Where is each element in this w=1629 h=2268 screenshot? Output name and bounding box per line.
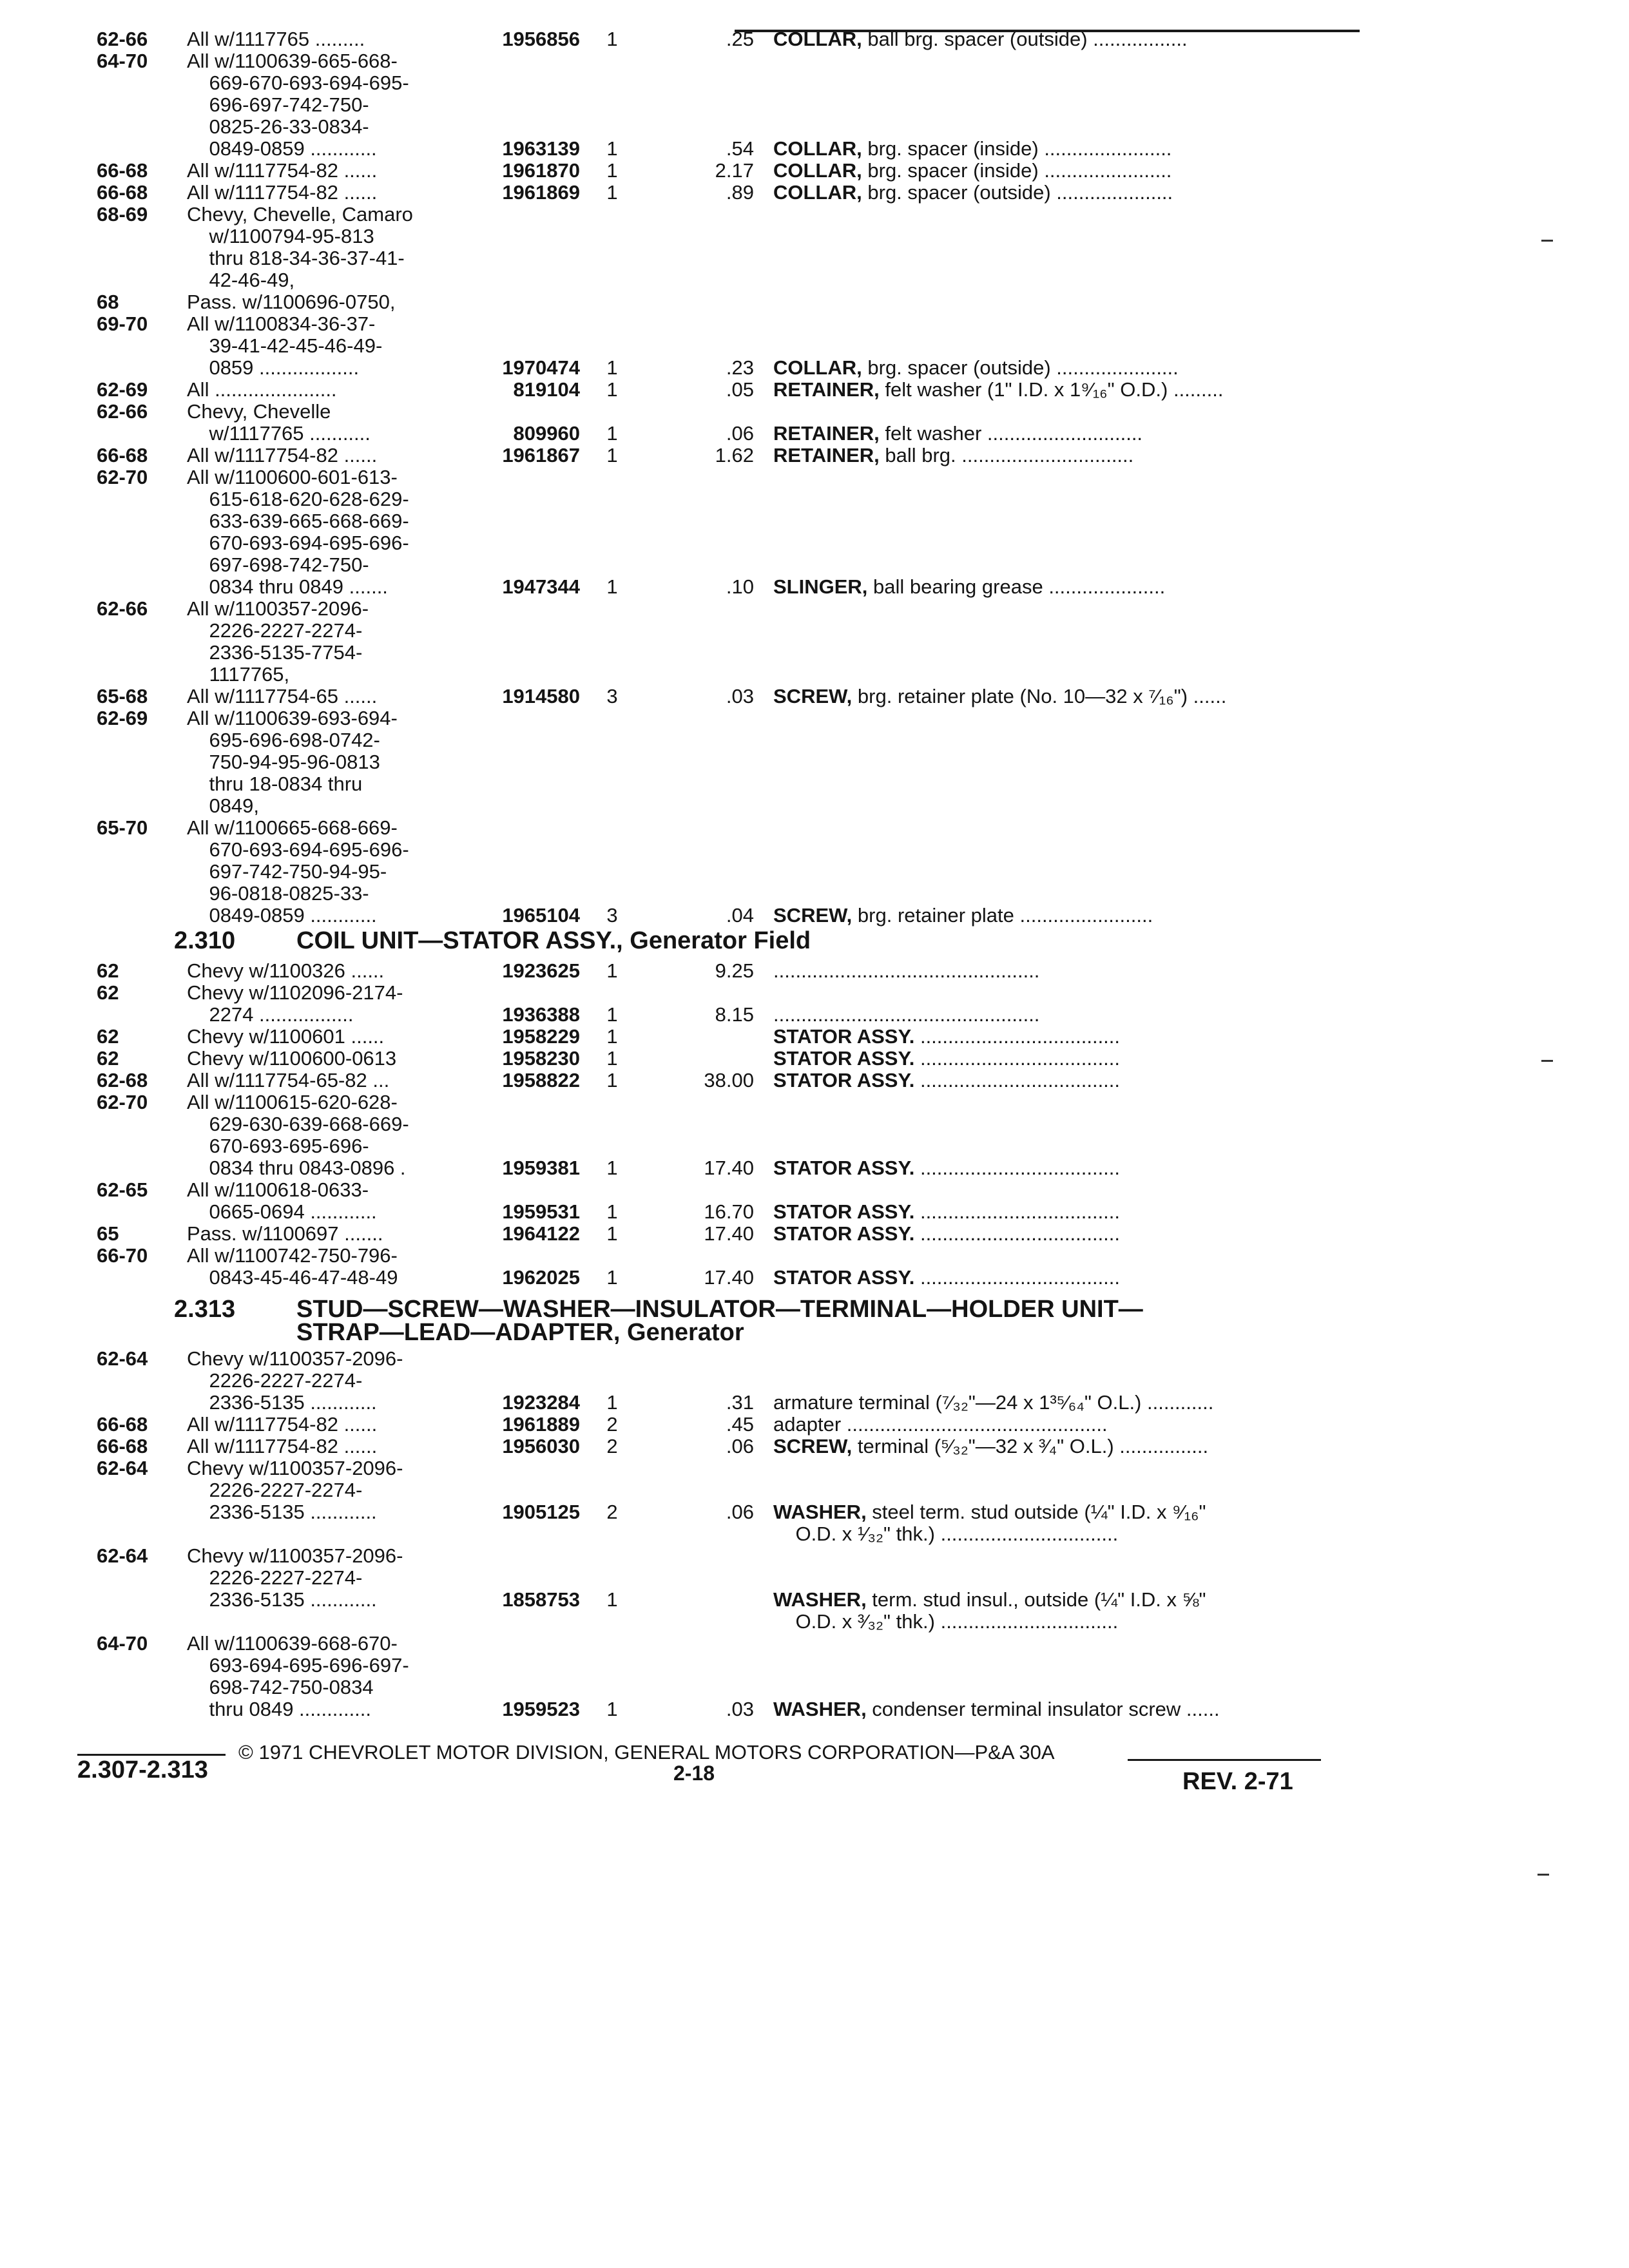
model-year: 65-68	[97, 685, 148, 707]
description: COLLAR, ball brg. spacer (outside) .................	[773, 28, 1188, 50]
part-number: 1964122	[502, 1222, 580, 1245]
price: .06	[726, 1435, 754, 1457]
footer-rule-left	[77, 1754, 226, 1756]
application: All w/1100639-665-668-	[187, 50, 398, 72]
quantity: 2	[606, 1501, 618, 1523]
quantity: 1	[606, 1588, 618, 1611]
margin-tick	[1541, 240, 1553, 242]
quantity: 1	[606, 444, 618, 466]
model-year: 64-70	[97, 50, 148, 72]
application: All w/1100618-0633-	[187, 1178, 369, 1201]
model-year: 69-70	[97, 312, 148, 335]
application: 0849,	[187, 794, 260, 817]
price: .89	[726, 181, 754, 204]
model-year: 62-70	[97, 466, 148, 488]
application: 2226-2227-2274-	[187, 1566, 363, 1589]
application: 615-618-620-628-629-	[187, 488, 409, 510]
description: SCREW, brg. retainer plate ........................	[773, 904, 1153, 927]
model-year: 62-64	[97, 1457, 148, 1479]
quantity: 1	[606, 159, 618, 182]
quantity: 3	[606, 904, 618, 927]
application: All w/1117754-65-82 ...	[187, 1069, 390, 1091]
quantity: 1	[606, 422, 618, 445]
price: 38.00	[704, 1069, 754, 1091]
price: .04	[726, 904, 754, 927]
price: .54	[726, 137, 754, 160]
part-number: 1956856	[502, 28, 580, 50]
application: All w/1100639-693-694-	[187, 707, 398, 729]
model-year: 66-68	[97, 159, 148, 182]
application: All w/1100665-668-669-	[187, 816, 398, 839]
application: 0834 thru 0849 .......	[187, 575, 388, 598]
application: thru 18-0834 thru	[187, 773, 363, 795]
model-year: 62-66	[97, 28, 148, 50]
description: O.D. x ¹⁄₃₂" thk.) ................................	[773, 1523, 1119, 1545]
application: Chevy, Chevelle	[187, 400, 331, 423]
description: COLLAR, brg. spacer (outside) ......................	[773, 356, 1179, 379]
part-number: 1961889	[502, 1413, 580, 1436]
description: SCREW, brg. retainer plate (No. 10—32 x ⁷⁄₁₆") ......	[773, 685, 1227, 707]
price: 9.25	[715, 959, 754, 982]
description: RETAINER, ball brg. ...............................	[773, 444, 1134, 466]
quantity: 1	[606, 575, 618, 598]
application: 0843-45-46-47-48-49	[187, 1266, 398, 1289]
model-year: 62-64	[97, 1347, 148, 1370]
margin-tick	[1541, 1060, 1553, 1062]
application: Chevy w/1102096-2174-	[187, 981, 403, 1004]
application: 695-696-698-0742-	[187, 729, 380, 751]
margin-tick	[1537, 1874, 1549, 1876]
model-year: 62	[97, 1025, 119, 1048]
quantity: 1	[606, 1266, 618, 1289]
application: All w/1117754-82 ......	[187, 1413, 378, 1436]
description: COLLAR, brg. spacer (outside) .....................	[773, 181, 1173, 204]
model-year: 66-68	[97, 1413, 148, 1436]
price: .03	[726, 1698, 754, 1720]
part-number: 1961870	[502, 159, 580, 182]
description: STATOR ASSY. ....................................	[773, 1047, 1121, 1070]
model-year: 65-70	[97, 816, 148, 839]
application: Chevy w/1100326 ......	[187, 959, 385, 982]
price: .06	[726, 1501, 754, 1523]
application: All w/1100615-620-628-	[187, 1091, 398, 1113]
description: WASHER, steel term. stud outside (¼" I.D. x ⁹⁄₁₆"	[773, 1501, 1206, 1523]
description: ................................................	[773, 959, 1040, 982]
part-number: 1965104	[502, 904, 580, 927]
application: thru 0849 .............	[187, 1698, 372, 1720]
application: 0849-0859 ............	[187, 137, 377, 160]
application: 0834 thru 0843-0896 .	[187, 1157, 406, 1179]
application: 633-639-665-668-669-	[187, 510, 409, 532]
description: STATOR ASSY. ....................................	[773, 1025, 1121, 1048]
application: All w/1100639-668-670-	[187, 1632, 398, 1655]
part-number: 1956030	[502, 1435, 580, 1457]
application: 670-693-694-695-696-	[187, 838, 409, 861]
model-year: 62-68	[97, 1069, 148, 1091]
model-year: 68	[97, 291, 119, 313]
application: 2336-5135-7754-	[187, 641, 363, 664]
part-number: 1923625	[502, 959, 580, 982]
application: 2226-2227-2274-	[187, 619, 363, 642]
application: 669-670-693-694-695-	[187, 72, 409, 94]
application: Chevy, Chevelle, Camaro	[187, 203, 413, 226]
application: All w/1117754-65 ......	[187, 685, 378, 707]
application: thru 818-34-36-37-41-	[187, 247, 405, 269]
footer-revision: REV. 2-71	[1182, 1768, 1293, 1795]
footer-rule-right	[1128, 1759, 1321, 1761]
price: .31	[726, 1391, 754, 1414]
application: All w/1100357-2096-	[187, 597, 369, 620]
application: 2274 .................	[187, 1003, 354, 1026]
part-number: 1936388	[502, 1003, 580, 1026]
description: adapter ...............................................	[773, 1413, 1108, 1436]
application: All w/1100600-601-613-	[187, 466, 398, 488]
description: STATOR ASSY. ....................................	[773, 1222, 1121, 1245]
model-year: 68-69	[97, 203, 148, 226]
model-year: 62	[97, 959, 119, 982]
application: 698-742-750-0834	[187, 1676, 374, 1698]
quantity: 1	[606, 1003, 618, 1026]
application: 2336-5135 ............	[187, 1588, 377, 1611]
quantity: 1	[606, 28, 618, 50]
price: .25	[726, 28, 754, 50]
quantity: 1	[606, 959, 618, 982]
section-number: 2.310	[174, 927, 236, 954]
price: .05	[726, 378, 754, 401]
description: RETAINER, felt washer (1" I.D. x 1⁹⁄₁₆" O.D.) .........	[773, 378, 1224, 401]
application: Chevy w/1100601 ......	[187, 1025, 385, 1048]
part-number: 1961867	[502, 444, 580, 466]
application: All w/1117765 .........	[187, 28, 365, 50]
model-year: 62-69	[97, 378, 148, 401]
application: 2226-2227-2274-	[187, 1369, 363, 1392]
application: 0665-0694 ............	[187, 1200, 377, 1223]
price: .45	[726, 1413, 754, 1436]
part-number: 819104	[513, 378, 580, 401]
section-number: 2.313	[174, 1296, 236, 1323]
footer-section-range: 2.307-2.313	[77, 1756, 208, 1783]
part-number: 1959523	[502, 1698, 580, 1720]
description: SCREW, terminal (⁵⁄₃₂"—32 x ³⁄₄" O.L.) ................	[773, 1435, 1209, 1457]
quantity: 1	[606, 1698, 618, 1720]
application: All w/1100834-36-37-	[187, 312, 376, 335]
part-number: 1959381	[502, 1157, 580, 1179]
part-number: 1958822	[502, 1069, 580, 1091]
application: 96-0818-0825-33-	[187, 882, 369, 905]
part-number: 1914580	[502, 685, 580, 707]
model-year: 66-68	[97, 1435, 148, 1457]
application: Chevy w/1100600-0613	[187, 1047, 397, 1070]
quantity: 1	[606, 181, 618, 204]
part-number: 1959531	[502, 1200, 580, 1223]
application: 696-697-742-750-	[187, 93, 369, 116]
price: 17.40	[704, 1266, 754, 1289]
price: .10	[726, 575, 754, 598]
application: 697-698-742-750-	[187, 553, 369, 576]
quantity: 1	[606, 1069, 618, 1091]
model-year: 66-68	[97, 444, 148, 466]
application: 2226-2227-2274-	[187, 1479, 363, 1501]
quantity: 1	[606, 1391, 618, 1414]
application: All ......................	[187, 378, 337, 401]
application: 670-693-695-696-	[187, 1135, 369, 1157]
application: All w/1100742-750-796-	[187, 1244, 398, 1267]
description: WASHER, term. stud insul., outside (¼" I.D. x ⅝"	[773, 1588, 1206, 1611]
quantity: 1	[606, 356, 618, 379]
part-number: 1858753	[502, 1588, 580, 1611]
description: STATOR ASSY. ....................................	[773, 1266, 1121, 1289]
application: All w/1117754-82 ......	[187, 181, 378, 204]
part-number: 1963139	[502, 137, 580, 160]
price: 2.17	[715, 159, 754, 182]
application: 0825-26-33-0834-	[187, 115, 369, 138]
quantity: 3	[606, 685, 618, 707]
model-year: 62-66	[97, 400, 148, 423]
application: 0859 ..................	[187, 356, 360, 379]
application: 42-46-49,	[187, 269, 295, 291]
quantity: 1	[606, 1222, 618, 1245]
model-year: 66-70	[97, 1244, 148, 1267]
application: 750-94-95-96-0813	[187, 751, 380, 773]
part-number: 1958229	[502, 1025, 580, 1048]
price: 17.40	[704, 1222, 754, 1245]
application: w/1117765 ...........	[187, 422, 371, 445]
description: O.D. x ³⁄₃₂" thk.) ................................	[773, 1610, 1119, 1633]
model-year: 62-64	[97, 1544, 148, 1567]
description: STATOR ASSY. ....................................	[773, 1069, 1121, 1091]
quantity: 1	[606, 378, 618, 401]
application: Chevy w/1100357-2096-	[187, 1347, 403, 1370]
model-year: 64-70	[97, 1632, 148, 1655]
price: .23	[726, 356, 754, 379]
quantity: 2	[606, 1413, 618, 1436]
part-number: 1961869	[502, 181, 580, 204]
quantity: 1	[606, 1025, 618, 1048]
section-title-line-1: STUD—SCREW—WASHER—INSULATOR—TERMINAL—HOLDER UNIT—	[296, 1296, 1143, 1323]
description: COLLAR, brg. spacer (inside) .......................	[773, 159, 1172, 182]
application: Chevy w/1100357-2096-	[187, 1457, 403, 1479]
footer-copyright: © 1971 CHEVROLET MOTOR DIVISION, GENERAL MOTORS CORPORATION—P&A 30A	[238, 1741, 1055, 1763]
price: 16.70	[704, 1200, 754, 1223]
part-number: 1970474	[502, 356, 580, 379]
application: All w/1117754-82 ......	[187, 444, 378, 466]
description: STATOR ASSY. ....................................	[773, 1157, 1121, 1179]
description: STATOR ASSY. ....................................	[773, 1200, 1121, 1223]
quantity: 1	[606, 137, 618, 160]
part-number: 809960	[513, 422, 580, 445]
section-title-line-2: STRAP—LEAD—ADAPTER, Generator	[296, 1319, 744, 1346]
price: 8.15	[715, 1003, 754, 1026]
part-number: 1958230	[502, 1047, 580, 1070]
description: COLLAR, brg. spacer (inside) .......................	[773, 137, 1172, 160]
quantity: 2	[606, 1435, 618, 1457]
description: RETAINER, felt washer ............................	[773, 422, 1143, 445]
application: 2336-5135 ............	[187, 1391, 377, 1414]
model-year: 62-65	[97, 1178, 148, 1201]
application: 0849-0859 ............	[187, 904, 377, 927]
model-year: 62	[97, 1047, 119, 1070]
footer-page-number: 2-18	[673, 1762, 715, 1785]
model-year: 62-66	[97, 597, 148, 620]
quantity: 1	[606, 1200, 618, 1223]
description: armature terminal (⁷⁄₃₂"—24 x 1³⁵⁄₆₄" O.L.) ............	[773, 1391, 1214, 1414]
description: SLINGER, ball bearing grease .....................	[773, 575, 1166, 598]
model-year: 62	[97, 981, 119, 1004]
price: 1.62	[715, 444, 754, 466]
quantity: 1	[606, 1047, 618, 1070]
section-title: COIL UNIT—STATOR ASSY., Generator Field	[296, 927, 811, 954]
quantity: 1	[606, 1157, 618, 1179]
application: 670-693-694-695-696-	[187, 532, 409, 554]
model-year: 66-68	[97, 181, 148, 204]
application: Pass. w/1100696-0750,	[187, 291, 396, 313]
price: .03	[726, 685, 754, 707]
description: ................................................	[773, 1003, 1040, 1026]
application: 2336-5135 ............	[187, 1501, 377, 1523]
part-number: 1905125	[502, 1501, 580, 1523]
part-number: 1947344	[502, 575, 580, 598]
application: 693-694-695-696-697-	[187, 1654, 409, 1677]
application: 39-41-42-45-46-49-	[187, 334, 383, 357]
part-number: 1962025	[502, 1266, 580, 1289]
application: Chevy w/1100357-2096-	[187, 1544, 403, 1567]
application: Pass. w/1100697 .......	[187, 1222, 383, 1245]
application: All w/1117754-82 ......	[187, 1435, 378, 1457]
part-number: 1923284	[502, 1391, 580, 1414]
application: 697-742-750-94-95-	[187, 860, 387, 883]
model-year: 62-69	[97, 707, 148, 729]
application: 1117765,	[187, 663, 290, 686]
application: All w/1117754-82 ......	[187, 159, 378, 182]
price: .06	[726, 422, 754, 445]
model-year: 65	[97, 1222, 119, 1245]
price: 17.40	[704, 1157, 754, 1179]
model-year: 62-70	[97, 1091, 148, 1113]
description: WASHER, condenser terminal insulator screw ......	[773, 1698, 1220, 1720]
application: w/1100794-95-813	[187, 225, 374, 247]
application: 629-630-639-668-669-	[187, 1113, 409, 1135]
